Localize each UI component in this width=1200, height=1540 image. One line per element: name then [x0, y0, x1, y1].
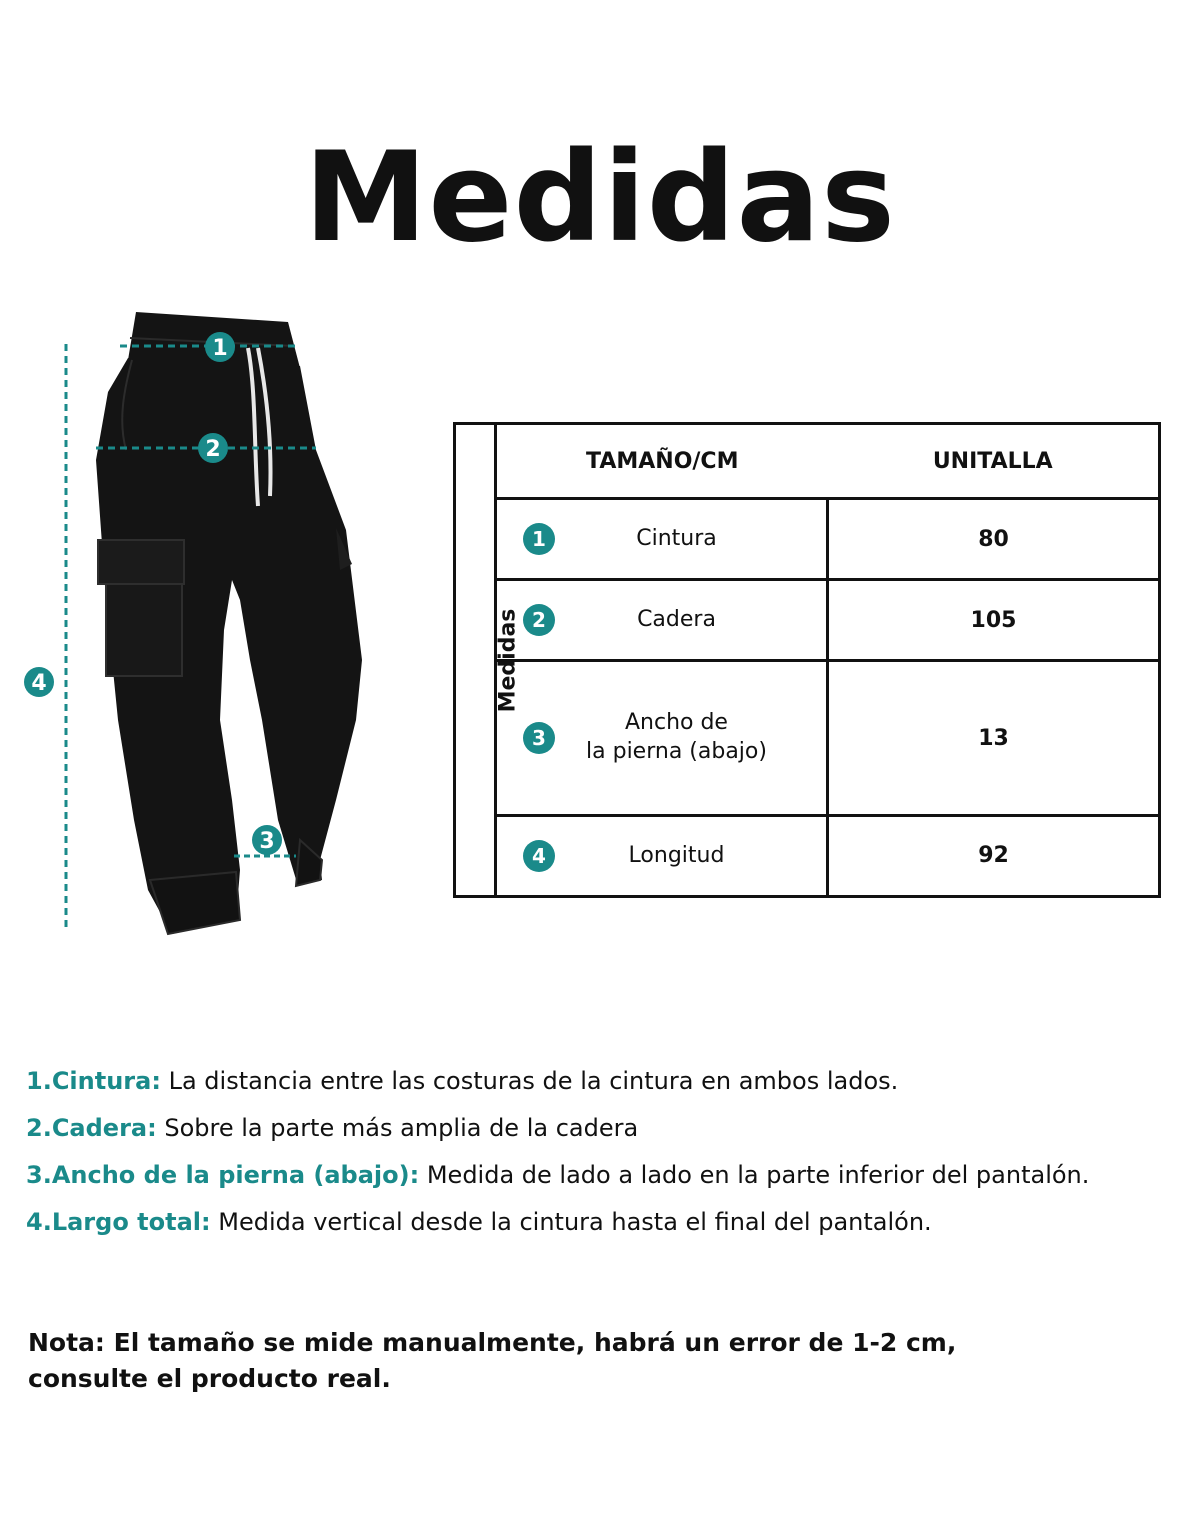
table-row — [455, 815, 1160, 896]
header-size: TAMAÑO/CM — [496, 424, 828, 499]
note-key: 1.Cintura: — [26, 1067, 161, 1095]
pants-illustration — [96, 312, 362, 934]
note-text: Medida de lado a lado en la parte inferior del pantalón. — [426, 1161, 1090, 1189]
size-table — [453, 422, 1161, 898]
note-text: Medida vertical desde la cintura hasta el final del pantalón. — [218, 1208, 932, 1236]
header-value: UNITALLA — [828, 424, 1160, 499]
row-name-line-2: la pierna (abajo) — [586, 739, 767, 765]
note-key: 2.Cadera: — [26, 1114, 157, 1142]
badge-2-icon — [198, 433, 228, 463]
row-name-cell — [496, 815, 828, 896]
note-text: Sobre la parte más amplia de la cadera — [164, 1114, 639, 1142]
row-value: 80 — [828, 499, 1160, 580]
row-name: Cintura — [636, 525, 717, 551]
row-name-cell — [496, 661, 828, 816]
note-key: 4.Largo total: — [26, 1208, 211, 1236]
pants-measurement-figure — [0, 300, 440, 960]
note-line — [26, 1105, 1186, 1152]
badge-4-icon — [24, 667, 54, 697]
svg-text:2: 2 — [205, 437, 221, 462]
table-row — [455, 661, 1160, 816]
row-name-line-1: Ancho de — [624, 710, 728, 736]
note-line — [26, 1058, 1186, 1105]
badge-1-icon: 1 — [523, 523, 555, 555]
row-name: Longitud — [628, 842, 725, 868]
svg-text:3: 3 — [259, 829, 275, 854]
badge-1-icon — [205, 332, 235, 362]
note-text: La distancia entre las costuras de la cintura en ambos lados. — [168, 1067, 899, 1095]
row-value: 92 — [828, 815, 1160, 896]
row-name-cell — [496, 499, 828, 580]
table-side-label: Medidas — [495, 608, 521, 712]
row-name-cell — [496, 580, 828, 661]
badge-3-icon: 3 — [523, 722, 555, 754]
badge-3-icon — [252, 825, 282, 855]
table-row — [455, 580, 1160, 661]
row-value: 13 — [828, 661, 1160, 816]
row-name — [556, 709, 767, 766]
note-line — [26, 1199, 1186, 1246]
measurement-notes — [26, 1058, 1186, 1246]
table-row — [455, 499, 1160, 580]
svg-text:1: 1 — [212, 336, 228, 361]
footer-line-2: consulte el producto real. — [28, 1364, 391, 1393]
footer-note — [28, 1325, 1168, 1397]
note-key: 3.Ancho de la pierna (abajo): — [26, 1161, 420, 1189]
footer-line-1: Nota: El tamaño se mide manualmente, habrá un error de 1-2 cm, — [28, 1328, 957, 1357]
row-value: 105 — [828, 580, 1160, 661]
badge-2-icon: 2 — [523, 604, 555, 636]
row-name: Cadera — [637, 606, 716, 632]
badge-4-icon: 4 — [523, 840, 555, 872]
svg-text:4: 4 — [31, 671, 47, 696]
table-side-label-cell — [455, 424, 521, 897]
note-line — [26, 1152, 1186, 1199]
page-title: Medidas — [303, 126, 896, 270]
